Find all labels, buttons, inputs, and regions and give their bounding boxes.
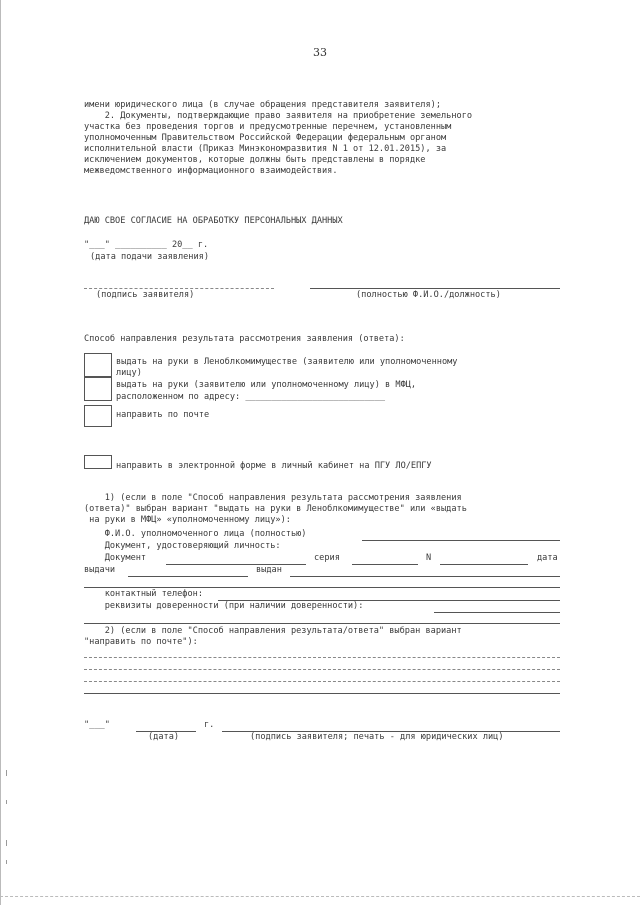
vydan-field-cont[interactable] (84, 587, 560, 588)
nomer-label: N (426, 553, 432, 563)
checkbox-electronic[interactable] (84, 455, 112, 469)
rekvizity-label: реквизиты доверенности (при наличии доверенности): (84, 601, 364, 611)
data-label: дата (537, 553, 558, 563)
consent-date-line: "___" __________ 20__ г. (84, 240, 209, 250)
footer-sign-caption: (подпись заявителя; печать - для юридических лиц) (250, 732, 504, 742)
vydan-label: выдан (256, 565, 282, 575)
fio-field[interactable] (362, 540, 560, 541)
fio-label: Ф.И.О. уполномоченного лица (полностью) (84, 529, 307, 539)
page-left-edge (0, 0, 1, 905)
option-leno-label: выдать на руки в Леноблкомимуществе (заявителю или уполномоченному (116, 357, 458, 367)
fullname-caption: (полностью Ф.И.О./должность) (356, 290, 501, 300)
doc-id-label: Документ, удостоверяющий личность: (84, 541, 281, 551)
if1-line: на руки в МФЦ» «уполномоченному лицу»): (84, 515, 291, 525)
seria-label: серия (314, 553, 340, 563)
address-line[interactable] (84, 681, 560, 682)
text-line: исключением документов, которые должны быть представлены в порядке (84, 155, 426, 165)
doc-field[interactable] (166, 564, 306, 565)
if1-line: (ответа)" выбран вариант "выдать на руки в Леноблкомимуществе" или «выдать (84, 504, 467, 514)
phone-label: контактный телефон: (84, 589, 203, 599)
option-post-label: направить по почте (116, 410, 210, 420)
signature-caption: (подпись заявителя) (96, 290, 195, 300)
checkbox-post[interactable] (84, 405, 112, 427)
margin-mark (6, 860, 7, 864)
margin-mark (6, 800, 7, 804)
if2-line: 2) (если в поле "Способ направления результата/ответа" выбран вариант (84, 626, 462, 636)
address-line[interactable] (84, 669, 560, 670)
if2-line: "направить по почте"): (84, 637, 198, 647)
address-line[interactable] (84, 693, 560, 694)
page-number: 33 (313, 46, 327, 59)
vydachi-label: выдачи (84, 565, 116, 575)
consent-date-caption: (дата подачи заявления) (90, 252, 209, 262)
fullname-line (310, 288, 560, 289)
option-mfc-label-cont: расположенном по адресу: ___________________________ (116, 392, 386, 402)
consent-heading: ДАЮ СВОЕ СОГЛАСИЕ НА ОБРАБОТКУ ПЕРСОНАЛЬНЫХ ДАННЫХ (84, 216, 343, 226)
text-line: участка без проведения торгов и предусмотренные перечнем, установленным (84, 122, 452, 132)
rekvizity-field-cont[interactable] (84, 623, 560, 624)
checkbox-leno[interactable] (84, 353, 112, 377)
vydan-field[interactable] (290, 576, 560, 577)
margin-mark (6, 840, 7, 846)
nomer-field[interactable] (440, 564, 528, 565)
text-line: межведомственного информационного взаимодействия. (84, 166, 338, 176)
address-line[interactable] (84, 657, 560, 658)
if1-line: 1) (если в поле "Способ направления результата рассмотрения заявления (84, 493, 462, 503)
option-leno-label-cont: лицу) (116, 368, 142, 378)
vydachi-field[interactable] (128, 576, 248, 577)
text-line: исполнительной власти (Приказ Минэкономразвития N 1 от 12.01.2015), за (84, 144, 447, 154)
text-line: уполномоченным Правительством Российской Федерации федеральным органом (84, 133, 447, 143)
checkbox-mfc[interactable] (84, 377, 112, 401)
footer-date-caption: (дата) (148, 732, 180, 742)
text-line: имени юридического лица (в случае обращения представителя заявителя); (84, 100, 441, 110)
footer-g: г. (204, 720, 215, 730)
signature-line (84, 288, 274, 289)
delivery-title: Способ направления результата рассмотрения заявления (ответа): (84, 334, 405, 344)
footer-date: "___" (84, 720, 110, 730)
margin-mark (6, 770, 7, 776)
text-line: 2. Документы, подтверждающие право заявителя на приобретение земельного (84, 111, 473, 121)
doc-label: Документ (84, 553, 147, 563)
page-bottom-edge (0, 896, 640, 897)
option-mfc-label: выдать на руки (заявителю или уполномоченному лицу) в МФЦ, (116, 380, 417, 390)
seria-field[interactable] (352, 564, 418, 565)
rekvizity-field[interactable] (434, 612, 560, 613)
option-electronic-label: направить в электронной форме в личный кабинет на ПГУ ЛО/ЕПГУ (116, 461, 432, 471)
